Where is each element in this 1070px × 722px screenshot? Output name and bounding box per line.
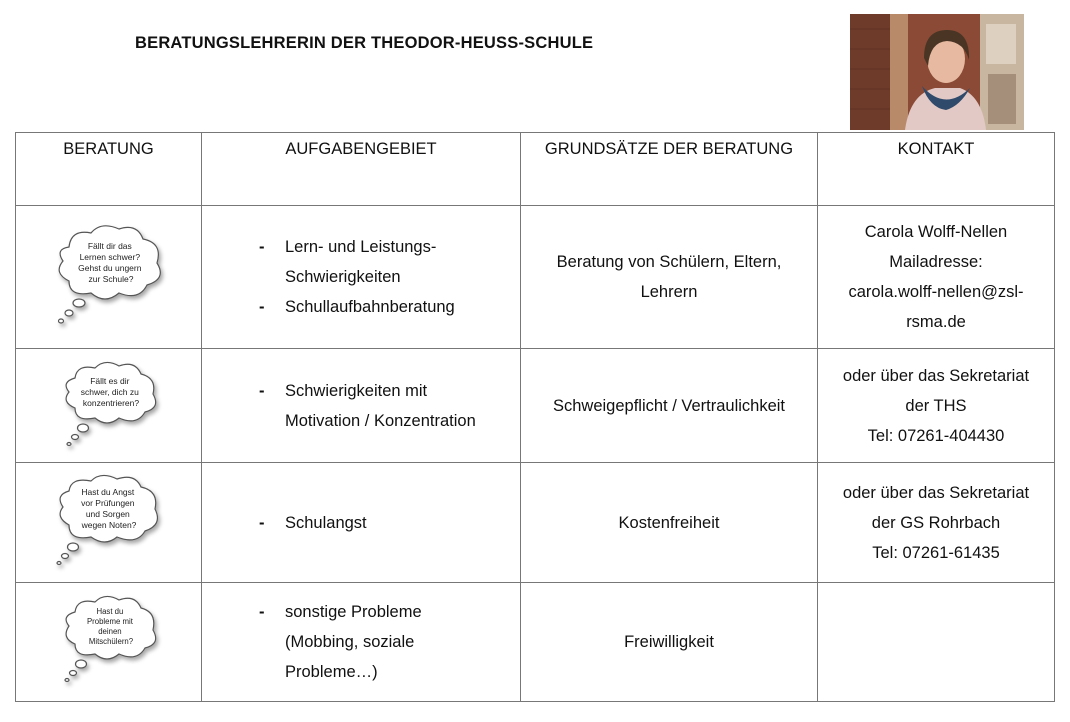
bubble-text: schwer, dich zu	[80, 386, 139, 397]
thought-bubble-icon	[49, 592, 169, 692]
principle-text: Freiwilligkeit	[624, 633, 714, 651]
contact-line: oder über das Sekretariat	[842, 483, 1030, 502]
contact-line: der GS Rohrbach	[871, 513, 1001, 532]
kontakt-cell	[818, 349, 1055, 463]
task-item: - sonstige Probleme (Mobbing, soziale Probleme…)	[259, 597, 445, 687]
contact-label: Mailadresse:	[889, 253, 983, 271]
thought-bubble-icon	[47, 471, 171, 575]
contact-phone: Tel: 07261-404430	[867, 426, 1005, 445]
task-item: - Schulangst	[259, 508, 520, 538]
aufgaben-cell	[202, 583, 521, 702]
bubble-text: Gehst du ungern	[77, 263, 141, 273]
kontakt-cell	[818, 206, 1055, 349]
bubble-text: und Sorgen	[85, 508, 130, 519]
grundsatz-cell	[521, 463, 818, 583]
bubble-text: Mitschülern?	[88, 637, 133, 646]
contact-email: rsma.de	[906, 313, 966, 331]
principle-text: Kostenfreiheit	[618, 513, 720, 532]
contact-line: der THS	[905, 396, 967, 415]
contact-name: Carola Wolff-Nellen	[864, 223, 1008, 241]
thought-bubble-icon	[39, 217, 179, 337]
task-item: - Schullaufbahnberatung	[259, 292, 520, 322]
bubble-text: zur Schule?	[88, 274, 133, 284]
beratung-cell	[16, 349, 202, 463]
grundsatz-cell	[521, 583, 818, 702]
bubble-text: Probleme mit	[86, 617, 133, 626]
portrait-photo	[850, 14, 1024, 130]
principle-text: Schweigepflicht / Vertraulichkeit	[552, 396, 786, 415]
contact-line: oder über das Sekretariat	[842, 366, 1030, 385]
table-row	[16, 583, 1055, 702]
table-row	[16, 206, 1055, 349]
bubble-text: Fällt es dir	[89, 375, 129, 386]
svg-text:Hast du Angst vor	[80, 487, 136, 530]
contact-email: carola.wolff-nellen@zsl-	[848, 283, 1024, 301]
page-title: BERATUNGSLEHRERIN DER THEODOR-HEUSS-SCHULE	[135, 34, 594, 52]
table-row	[16, 463, 1055, 583]
thought-bubble-icon	[49, 356, 169, 456]
aufgaben-cell	[202, 349, 521, 463]
beratung-cell	[16, 206, 202, 349]
bubble-text: Hast du Angst	[80, 486, 134, 497]
counseling-table	[15, 132, 1055, 702]
header-kontakt: KONTAKT	[818, 133, 1055, 206]
bubble-text: konzentrieren?	[82, 397, 139, 408]
task-item: - Lern- und Leistungs- Schwierigkeiten	[259, 232, 445, 292]
grundsatz-cell	[521, 206, 818, 349]
header-grundsaetze: GRUNDSÄTZE DER BERATUNG	[521, 133, 818, 206]
beratung-cell	[16, 463, 202, 583]
beratung-cell	[16, 583, 202, 702]
header-aufgabengebiet: AUFGABENGEBIET	[202, 133, 521, 206]
bubble-text: deinen	[97, 627, 122, 636]
bubble-text: Hast du	[95, 607, 123, 616]
kontakt-cell	[818, 583, 1055, 702]
header-beratung: BERATUNG	[16, 133, 202, 206]
principle-text: Beratung von Schülern, Eltern, Lehrern	[556, 253, 782, 301]
task-item: - Schwierigkeiten mit Motivation / Konzentration	[259, 376, 495, 436]
contact-phone: Tel: 07261-61435	[872, 543, 1000, 562]
kontakt-cell	[818, 463, 1055, 583]
grundsatz-cell	[521, 349, 818, 463]
bubble-text: wegen Noten?	[81, 519, 136, 530]
bubble-text: Lernen schwer?	[79, 252, 140, 262]
bubble-text: Fällt dir das	[87, 241, 132, 251]
aufgaben-cell	[202, 206, 521, 349]
bubble-text: vor Prüfungen	[80, 497, 135, 508]
aufgaben-cell	[202, 463, 521, 583]
table-row	[16, 349, 1055, 463]
